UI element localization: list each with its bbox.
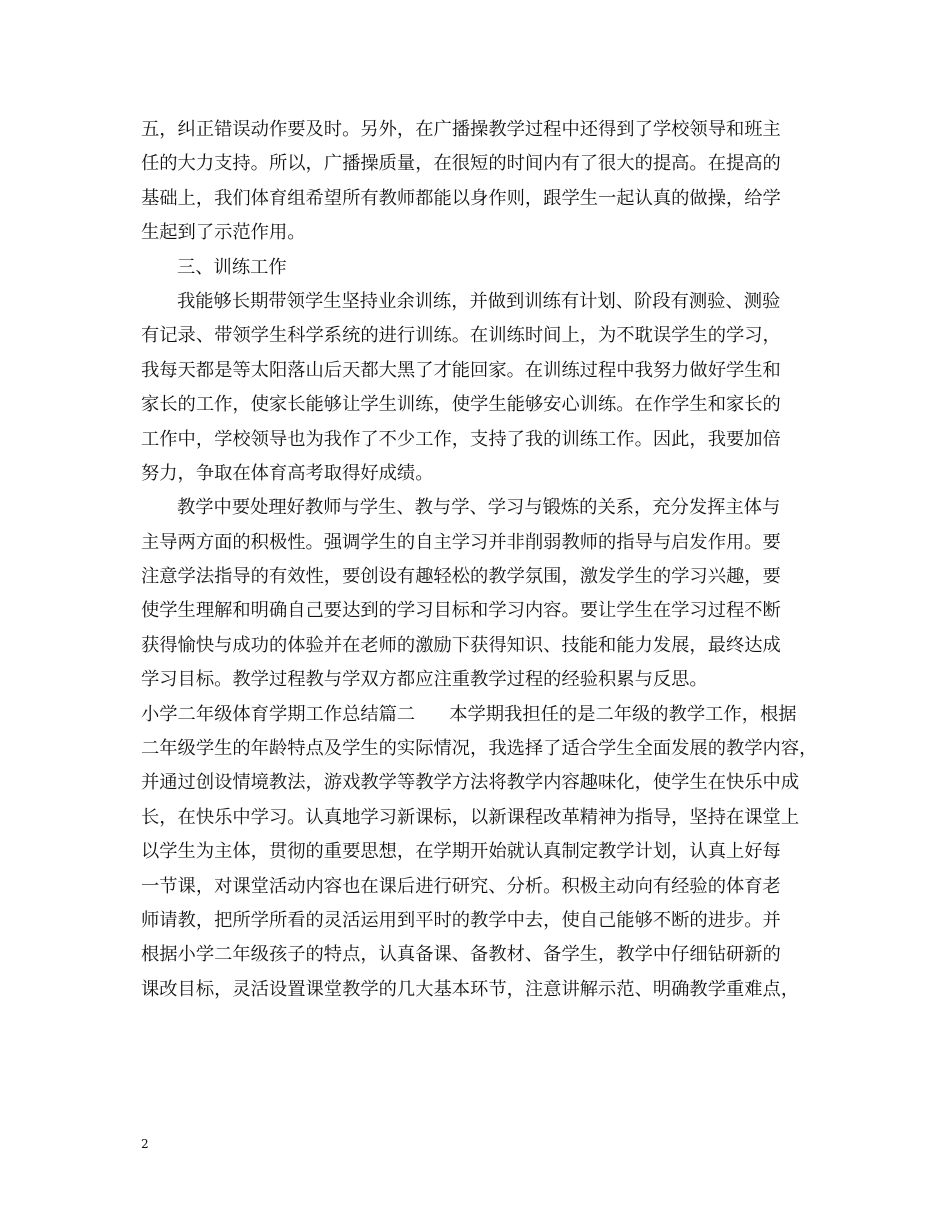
body-line: 课改目标，灵活设置课堂教学的几大基本环节，注意讲解示范、明确教学重难点， bbox=[141, 978, 800, 1000]
body-line: 家长的工作，使家长能够让学生训练，使学生能够安心训练。在作学生和家长的 bbox=[141, 394, 781, 416]
document-body bbox=[141, 113, 818, 1007]
body-line: 五，纠正错误动作要及时。另外，在广播操教学过程中还得到了学校领导和班主 bbox=[141, 119, 781, 140]
body-line: 以学生为主体，贯彻的重要思想，在学期开始就认真制定教学计划，认真上好每 bbox=[141, 841, 781, 863]
body-line: 并通过创设情境教法，游戏教学等教学方法将教学内容趣味化，使学生在快乐中成 bbox=[141, 772, 800, 794]
body-line: 有记录、带领学生科学系统的进行训练。在训练时间上，为不耽误学生的学习， bbox=[141, 325, 781, 347]
body-line: 二年级学生的年龄特点及学生的实际情况，我选择了适合学生全面发展的教学内容， bbox=[141, 738, 818, 760]
section-title-line bbox=[141, 698, 811, 732]
body-line: 根据小学二年级孩子的特点，认真备课、备教材、备学生，教学中仔细钻研新的 bbox=[141, 944, 781, 966]
body-line: 基础上，我们体育组希望所有教师都能以身作则，跟学生一起认真的做操，给学 bbox=[141, 187, 781, 209]
page-number: 2 bbox=[141, 1137, 149, 1151]
section-title: 小学二年级体育学期工作总结篇二 bbox=[141, 703, 416, 725]
body-line: 我每天都是等太阳落山后天都大黑了才能回家。在训练过程中我努力做好学生和 bbox=[141, 359, 781, 381]
body-line: 教学中要处理好教师与学生、教与学、学习与锻炼的关系，充分发挥主体与 bbox=[177, 497, 781, 519]
body-line: 长，在快乐中学习。认真地学习新课标，以新课程改革精神为指导，坚持在课堂上 bbox=[141, 806, 800, 828]
body-line: 一节课，对课堂活动内容也在课后进行研究、分析。积极主动向有经验的体育老 bbox=[141, 875, 781, 897]
body-line: 任的大力支持。所以，广播操质量，在很短的时间内有了很大的提高。在提高的 bbox=[141, 153, 781, 175]
body-line: 努力，争取在体育高考取得好成绩。 bbox=[141, 462, 434, 484]
body-line: 师请教，把所学所看的灵活运用到平时的教学中去，使自己能够不断的进步。并 bbox=[141, 909, 781, 931]
body-line: 注意学法指导的有效性，要创设有趣轻松的教学氛围，激发学生的学习兴趣，要 bbox=[141, 566, 781, 588]
body-line: 生起到了示范作用。 bbox=[141, 222, 306, 244]
body-line: 学习目标。教学过程教与学双方都应注重教学过程的经验积累与反思。 bbox=[141, 669, 708, 691]
body-line: 使学生理解和明确自己要达到的学习目标和学习内容。要让学生在学习过程不断 bbox=[141, 600, 781, 622]
body-line: 工作中，学校领导也为我作了不少工作，支持了我的训练工作。因此，我要加倍 bbox=[141, 428, 781, 450]
body-line: 获得愉快与成功的体验并在老师的激励下获得知识、技能和能力发展，最终达成 bbox=[141, 634, 781, 656]
body-line: 我能够长期带领学生坚持业余训练，并做到训练有计划、阶段有测验、测验 bbox=[177, 290, 781, 312]
section-heading-training: 三、训练工作 bbox=[177, 256, 287, 278]
section-first-text: 本学期我担任的是二年级的教学工作，根据 bbox=[449, 703, 797, 725]
body-line: 主导两方面的积极性。强调学生的自主学习并非削弱教师的指导与启发作用。要 bbox=[141, 531, 781, 553]
